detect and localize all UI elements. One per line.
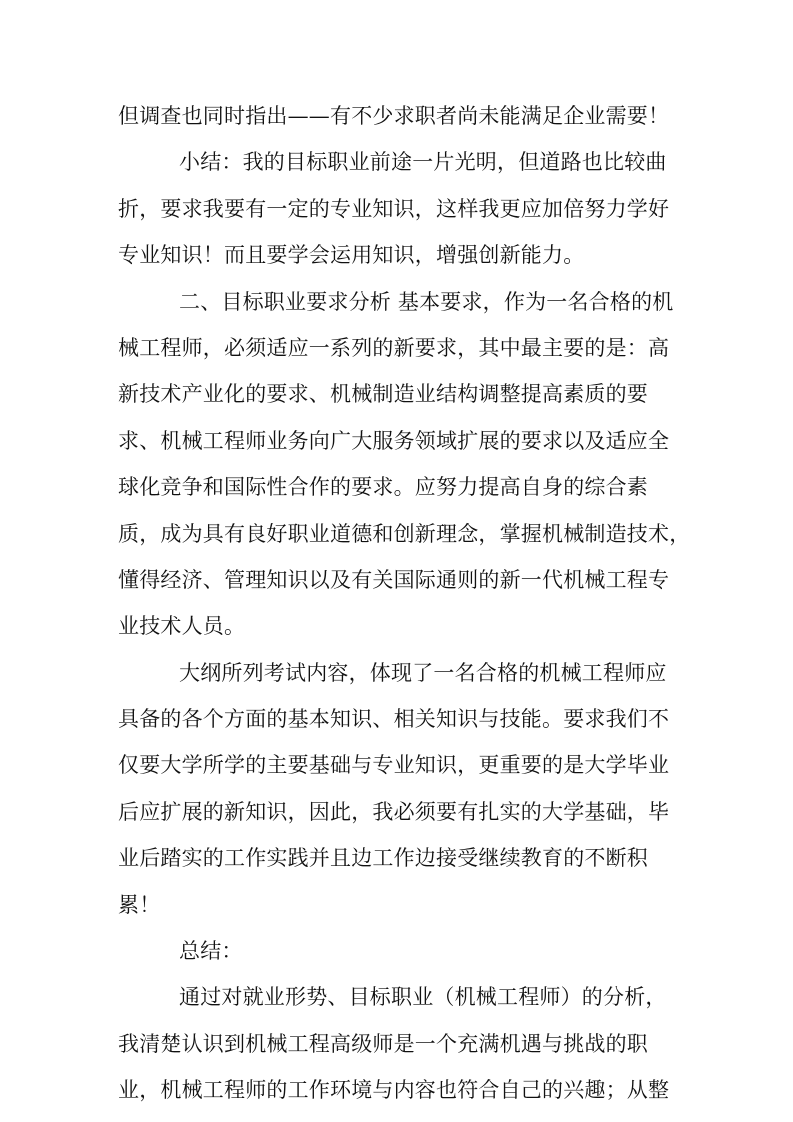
text-line: 业后踏实的工作实践并且边工作边接受继续教育的不断积 — [118, 846, 648, 871]
text-line: 新技术产业化的要求、机械制造业结构调整提高素质的要 — [118, 382, 648, 407]
text-line: 专业知识！而且要学会运用知识，增强创新能力。 — [118, 243, 585, 268]
text-line: 懂得经济、管理知识以及有关国际通则的新一代机械工程专 — [118, 567, 670, 592]
text-line: 但调查也同时指出——有不少求职者尚未能满足企业需要！ — [118, 104, 670, 128]
section-heading-summary: 总结： — [179, 939, 243, 964]
text-line: 械工程师，必须适应一系列的新要求，其中最主要的是：高 — [118, 335, 670, 360]
text-line: 仅要大学所学的主要基础与专业知识，更重要的是大学毕业 — [118, 753, 670, 778]
text-line: 累！ — [118, 892, 161, 917]
text-line: 质，成为具有良好职业道德和创新理念，掌握机械制造技术， — [118, 521, 691, 546]
document-body — [118, 93, 691, 1114]
text-line: 业技术人员。 — [118, 614, 246, 639]
text-line: 求、机械工程师业务向广大服务领域扩展的要求以及适应全 — [118, 428, 670, 453]
text-line: 折，要求我要有一定的专业知识，这样我更应加倍努力学好 — [118, 196, 670, 221]
text-line: 球化竞争和国际性合作的要求。应努力提高自身的综合素 — [118, 475, 648, 500]
text-line: 具备的各个方面的基本知识、相关知识与技能。要求我们不 — [118, 707, 670, 732]
text-line: 业，机械工程师的工作环境与内容也符合自己的兴趣；从整 — [118, 1078, 670, 1103]
text-line: 大纲所列考试内容，体现了一名合格的机械工程师应 — [179, 660, 667, 685]
text-line: 二、目标职业要求分析 基本要求，作为一名合格的机 — [179, 289, 674, 314]
text-line: 小结：我的目标职业前途一片光明，但道路也比较曲 — [179, 150, 667, 175]
text-line: 通过对就业形势、目标职业（机械工程师）的分析， — [179, 985, 667, 1010]
text-line: 我清楚认识到机械工程高级师是一个充满机遇与挑战的职 — [118, 1031, 648, 1056]
text-line: 后应扩展的新知识，因此，我必须要有扎实的大学基础，毕 — [118, 799, 670, 824]
